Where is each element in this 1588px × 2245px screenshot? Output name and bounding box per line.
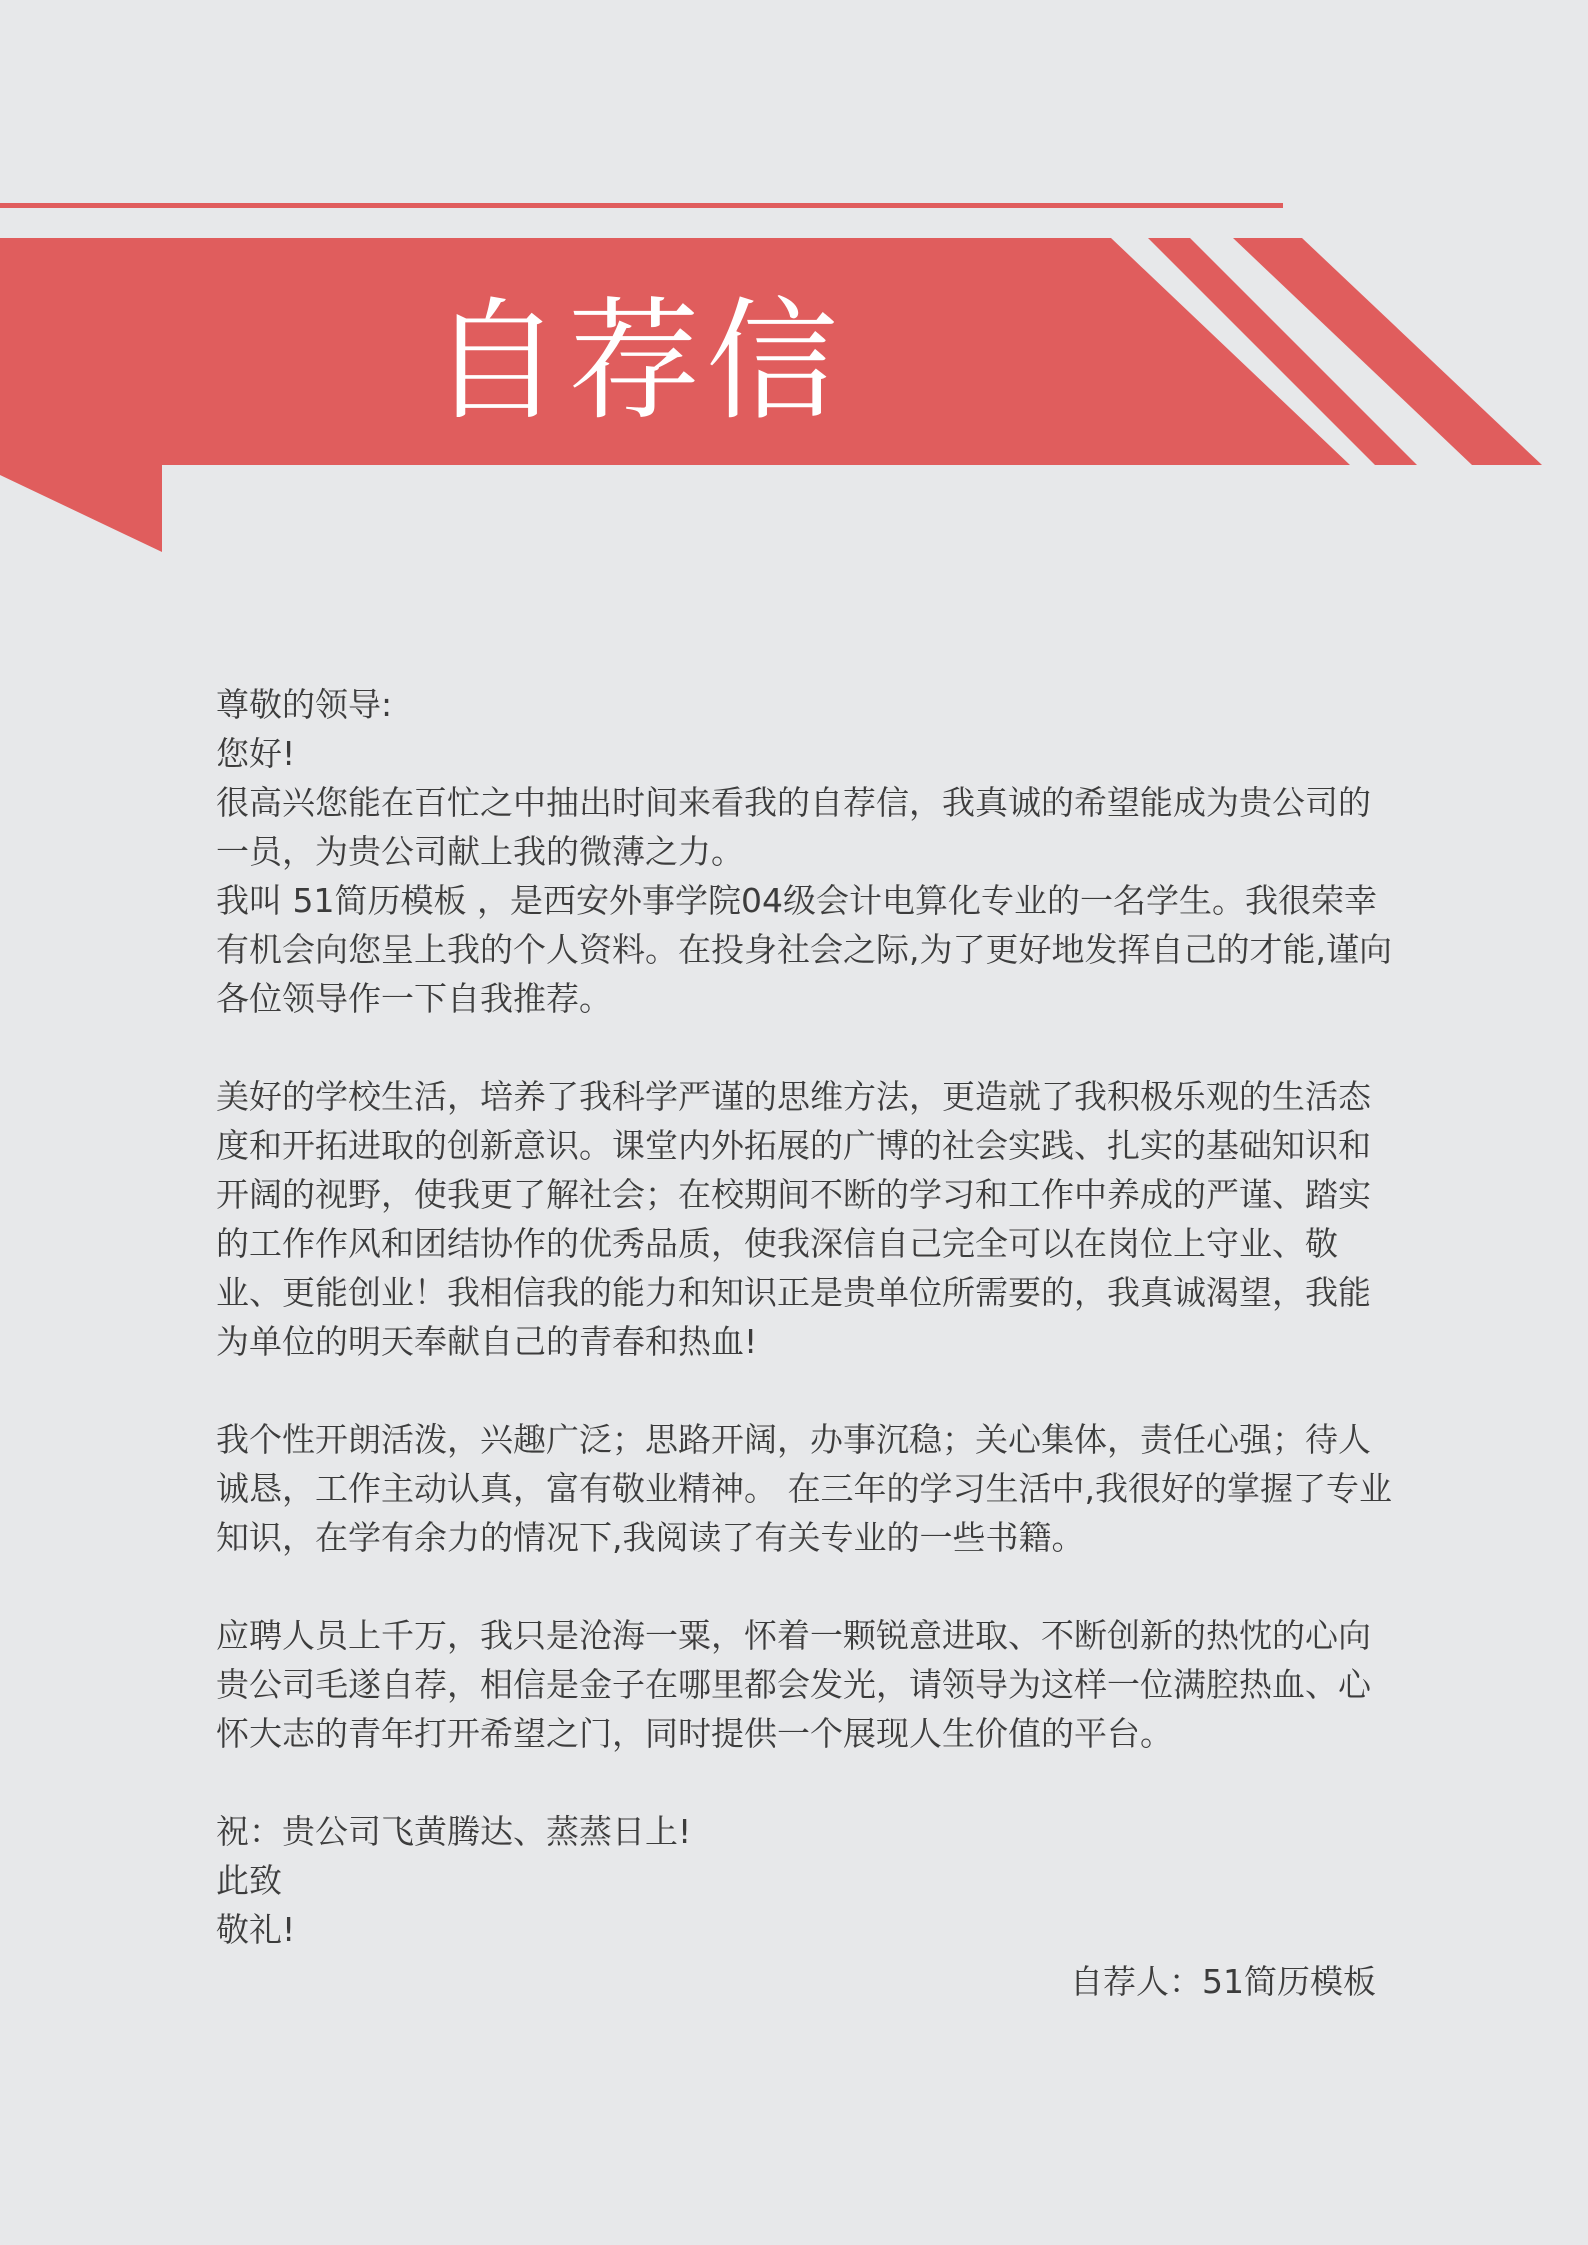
greeting: 您好!	[216, 734, 296, 773]
signature: 自荐人：51简历模板	[1070, 1962, 1376, 2001]
top-accent-line	[0, 203, 1283, 208]
paragraph-school-life: 美好的学校生活，培养了我科学严谨的思维方法，更造就了我积极乐观的生活态度和开拓进取的创新意识。课堂内外拓展的广博的社会实践、扎实的基础知识和开阔的视野，使我更了解社会；在校期间不断的学习和工作中养成的严谨、踏实的工作作风和团结协作的优秀品质，使我深信自己完全可以在岗位上守业、敬业、更能创业！我相信我的能力和知识正是贵单位所需要的，我真诚渴望，我能为单位的明天奉献自己的青春和热血!	[216, 1077, 1371, 1361]
self-intro-paragraph: 我叫 51简历模板 ，是西安外事学院04级会计电算化专业的一名学生。我很荣幸有机会向您呈上我的个人资料。在投身社会之际,为了更好地发挥自己的才能,谨向各位领导作一下自我推荐。	[216, 881, 1392, 1018]
paragraph-spacer	[216, 1366, 1402, 1415]
closing-line-2: 敬礼!	[216, 1910, 296, 1949]
wish-line: 祝：贵公司飞黄腾达、蒸蒸日上!	[216, 1812, 692, 1851]
page-title: 自荐信	[430, 285, 844, 439]
paragraph-personality: 我个性开朗活泼，兴趣广泛；思路开阔，办事沉稳；关心集体，责任心强；待人诚恳，工作主动认真，富有敬业精神。 在三年的学习生活中,我很好的掌握了专业知识，在学有余力的情况下,我阅读了有关专业的一些书籍。	[216, 1420, 1392, 1557]
closing-line-1: 此致	[216, 1861, 282, 1900]
paragraph-application: 应聘人员上千万，我只是沧海一粟，怀着一颗锐意进取、不断创新的热忱的心向贵公司毛遂自荐，相信是金子在哪里都会发光，请领导为这样一位满腔热血、心怀大志的青年打开希望之门，同时提供一个展现人生价值的平台。	[216, 1616, 1371, 1753]
paragraph-spacer	[216, 1562, 1402, 1611]
salutation: 尊敬的领导:	[216, 685, 393, 724]
paragraph-spacer	[216, 1758, 1402, 1807]
paragraph-spacer	[216, 1023, 1402, 1072]
intro-paragraph: 很高兴您能在百忙之中抽出时间来看我的自荐信，我真诚的希望能成为贵公司的一员，为贵公司献上我的微薄之力。	[216, 783, 1371, 871]
letter-body	[216, 680, 1402, 1954]
